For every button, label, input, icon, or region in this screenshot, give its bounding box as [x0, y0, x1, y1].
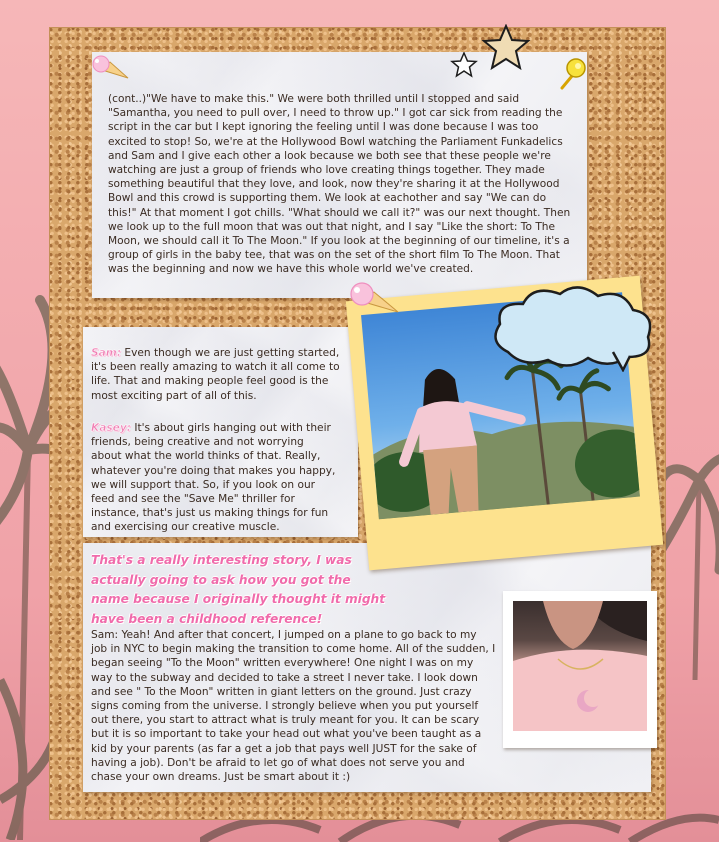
photo-to-the-moon-tee: [513, 601, 647, 731]
cloud-icon: [488, 282, 658, 372]
interviewer-question: That's a really interesting story, I was actually going to ask how you got the name because I originally thought it might have been a childhood reference!: [91, 553, 386, 626]
star-icon: [480, 24, 532, 72]
polaroid-tee-frame: [503, 591, 657, 748]
sam-story: Sam: Yeah! And after that concert, I jumped on a plane to go back to my job in NYC to begin making the transition to come home. All of the sudden, I began seeing "To the Moon" written everywhere! One night I was on my way to the subway and decided to take a street I never take. I look down and see " To the Moon" written in giant letters on the ground. Just crazy signs coming from the universe. I strongly believe when you put yourself out there, you start to attract what is truly meant for you. It can be scary but it is so important to take your head out what you've been taught as a kid by your parents (as far a get a job that pays well JUST for the sake of having a job). Don't be afraid to let go of what does not serve you and chase your own dreams. Just be smart about it :): [91, 629, 496, 784]
ice-cream-icon: [346, 280, 402, 316]
sam-answer: [91, 346, 356, 403]
kasey-speaker-label: Kasey:: [91, 422, 131, 434]
pushpin-icon: [556, 54, 588, 90]
kasey-answer-text: It's about girls hanging out with their friends, being creative and not worrying about what the world thinks of that. Really, whatever you're doing that makes you happy, we will support that. So, if you look on our feed and see the "Save Me" thriller for instance, that's just us making things for fun and exercising our creative muscle.: [91, 422, 336, 534]
story-paragraph: (cont..)"We have to make this." We were both thrilled until I stopped and said "Samantha, you need to pull over, I need to throw up." I got car sick from reading the script in the car but I kept ignoring the feeling until I was done because I was too excited to stop! So, we're at the Hollywood Bowl watching the Parliament Funkadelics and Sam and I give each other a look because we both see that these people we're watching are just a group of friends who love creating things together. They made something beautiful that they love, and look, now they're sharing it at the Hollywood Bowl and this crowd is supporting them. We look at eachother and say "We can do this!" At that moment I got chills. "What should we call it?" was our next thought. Then we look up to the full moon that was out that night, and I say "Like the short: To The Moon, we should call it To The Moon." If you look at the beginning of our timeline, it's a group of girls in the baby tee, that was on the set of the short film To The Moon. That was the beginning and now we have this whole world we've created.: [108, 93, 571, 276]
sam-speaker-label: Sam:: [91, 347, 122, 359]
kasey-answer: [91, 421, 336, 535]
star-icon: [450, 52, 478, 78]
sam-answer-text: Even though we are just getting started, it's been really amazing to watch it all come to life. That and making people feel good is the most exciting part of all of this.: [91, 347, 340, 402]
ice-cream-icon: [88, 52, 132, 82]
